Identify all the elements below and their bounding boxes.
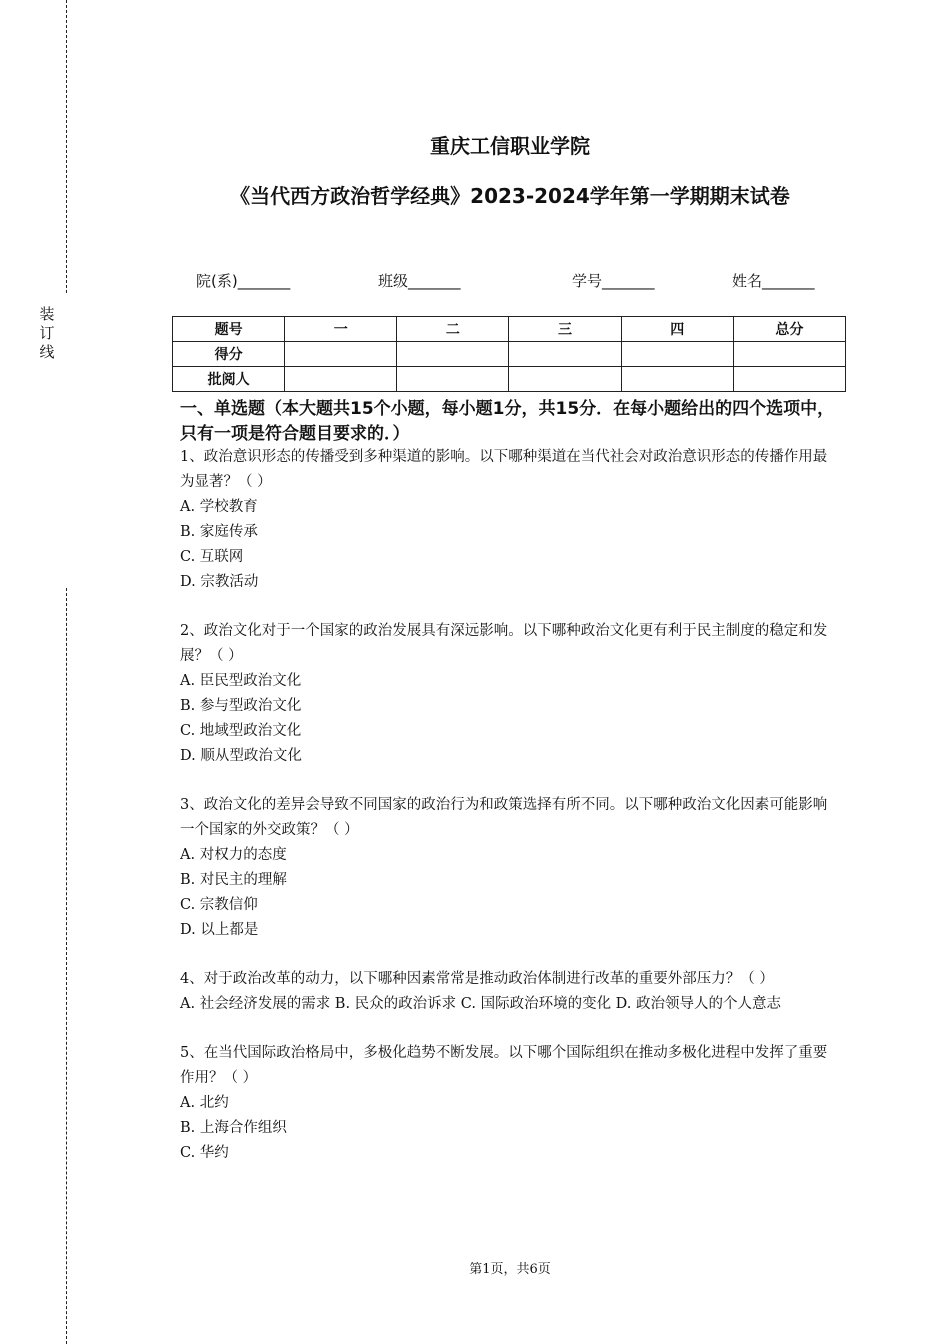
- option-b: B. 上海合作组织: [180, 1120, 287, 1136]
- question-4: [180, 967, 840, 1017]
- option-a: A. 臣民型政治文化: [180, 673, 302, 689]
- score-row-label: 得分: [173, 342, 285, 367]
- binding-label: [38, 305, 56, 362]
- option-c: C. 地域型政治文化: [180, 723, 302, 739]
- exam-title: 《当代西方政治哲学经典》2023-2024学年第一学期期末试卷: [230, 184, 790, 208]
- score-col-header: 二: [397, 317, 509, 342]
- score-row: [173, 342, 846, 367]
- reviewer-row: [173, 367, 846, 392]
- option-d: D. 宗教活动: [180, 574, 259, 590]
- reviewer-cell: [733, 367, 845, 392]
- reviewer-cell: [285, 367, 397, 392]
- option-d: D. 顺从型政治文化: [180, 748, 302, 764]
- score-col-header: 一: [285, 317, 397, 342]
- question-text: 5、在当代国际政治格局中，多极化趋势不断发展。以下哪个国际组织在推动多极化进程中发挥了重要作用？（ ）: [180, 1045, 828, 1086]
- score-table: [172, 316, 846, 392]
- option-a: A. 学校教育: [180, 499, 258, 515]
- score-cell: [733, 342, 845, 367]
- reviewer-cell: [397, 367, 509, 392]
- option-b: B. 对民主的理解: [180, 872, 287, 888]
- option-b: B. 家庭传承: [180, 524, 258, 540]
- reviewer-cell: [509, 367, 621, 392]
- binding-char: 订: [39, 324, 55, 342]
- score-col-header: 三: [509, 317, 621, 342]
- option-c: C. 互联网: [180, 549, 244, 565]
- options-inline: A. 社会经济发展的需求 B. 民众的政治诉求 C. 国际政治环境的变化 D. 政治领导人的个人意志: [180, 996, 782, 1012]
- reviewer-cell: [621, 367, 733, 392]
- question-text: 3、政治文化的差异会导致不同国家的政治行为和政策选择有所不同。以下哪种政治文化因素可能影响一个国家的外交政策？（ ）: [180, 797, 828, 838]
- class-field: 班级_______: [378, 272, 461, 290]
- reviewer-row-label: 批阅人: [173, 367, 285, 392]
- score-cell: [397, 342, 509, 367]
- question-text: 1、政治意识形态的传播受到多种渠道的影响。以下哪种渠道在当代社会对政治意识形态的传播作用最为显著？（ ）: [180, 449, 828, 490]
- score-cell: [621, 342, 733, 367]
- question-3: [180, 793, 840, 943]
- option-c: C. 宗教信仰: [180, 897, 258, 913]
- department-field: 院(系)_______: [196, 272, 291, 290]
- question-text: 4、对于政治改革的动力，以下哪种因素常常是推动政治体制进行改革的重要外部压力？（ ）: [180, 971, 774, 987]
- question-5: [180, 1041, 840, 1166]
- school-name: 重庆工信职业学院: [430, 134, 590, 158]
- name-field: 姓名_______: [732, 272, 815, 290]
- score-col-header: 题号: [173, 317, 285, 342]
- section-title: 一、单选题（本大题共15个小题，每小题1分，共15分．在每小题给出的四个选项中，只有一项是符合题目要求的．）: [180, 399, 835, 444]
- binding-char: 装: [39, 305, 55, 323]
- binding-char: 线: [39, 343, 55, 361]
- question-2: [180, 619, 840, 769]
- option-a: A. 对权力的态度: [180, 847, 287, 863]
- option-a: A. 北约: [180, 1095, 229, 1111]
- score-cell: [509, 342, 621, 367]
- option-d: D. 以上都是: [180, 922, 259, 938]
- question-list: [180, 445, 840, 1190]
- score-cell: [285, 342, 397, 367]
- score-table-header-row: [173, 317, 846, 342]
- question-text: 2、政治文化对于一个国家的政治发展具有深远影响。以下哪种政治文化更有利于民主制度的稳定和发展？（ ）: [180, 623, 828, 664]
- question-1: [180, 445, 840, 595]
- option-b: B. 参与型政治文化: [180, 698, 302, 714]
- student-id-field: 学号_______: [572, 272, 655, 290]
- score-col-header: 四: [621, 317, 733, 342]
- score-col-header: 总分: [733, 317, 845, 342]
- option-c: C. 华约: [180, 1145, 229, 1161]
- page-footer: 第1页，共6页: [469, 1262, 551, 1277]
- binding-line-bottom: [66, 588, 67, 1344]
